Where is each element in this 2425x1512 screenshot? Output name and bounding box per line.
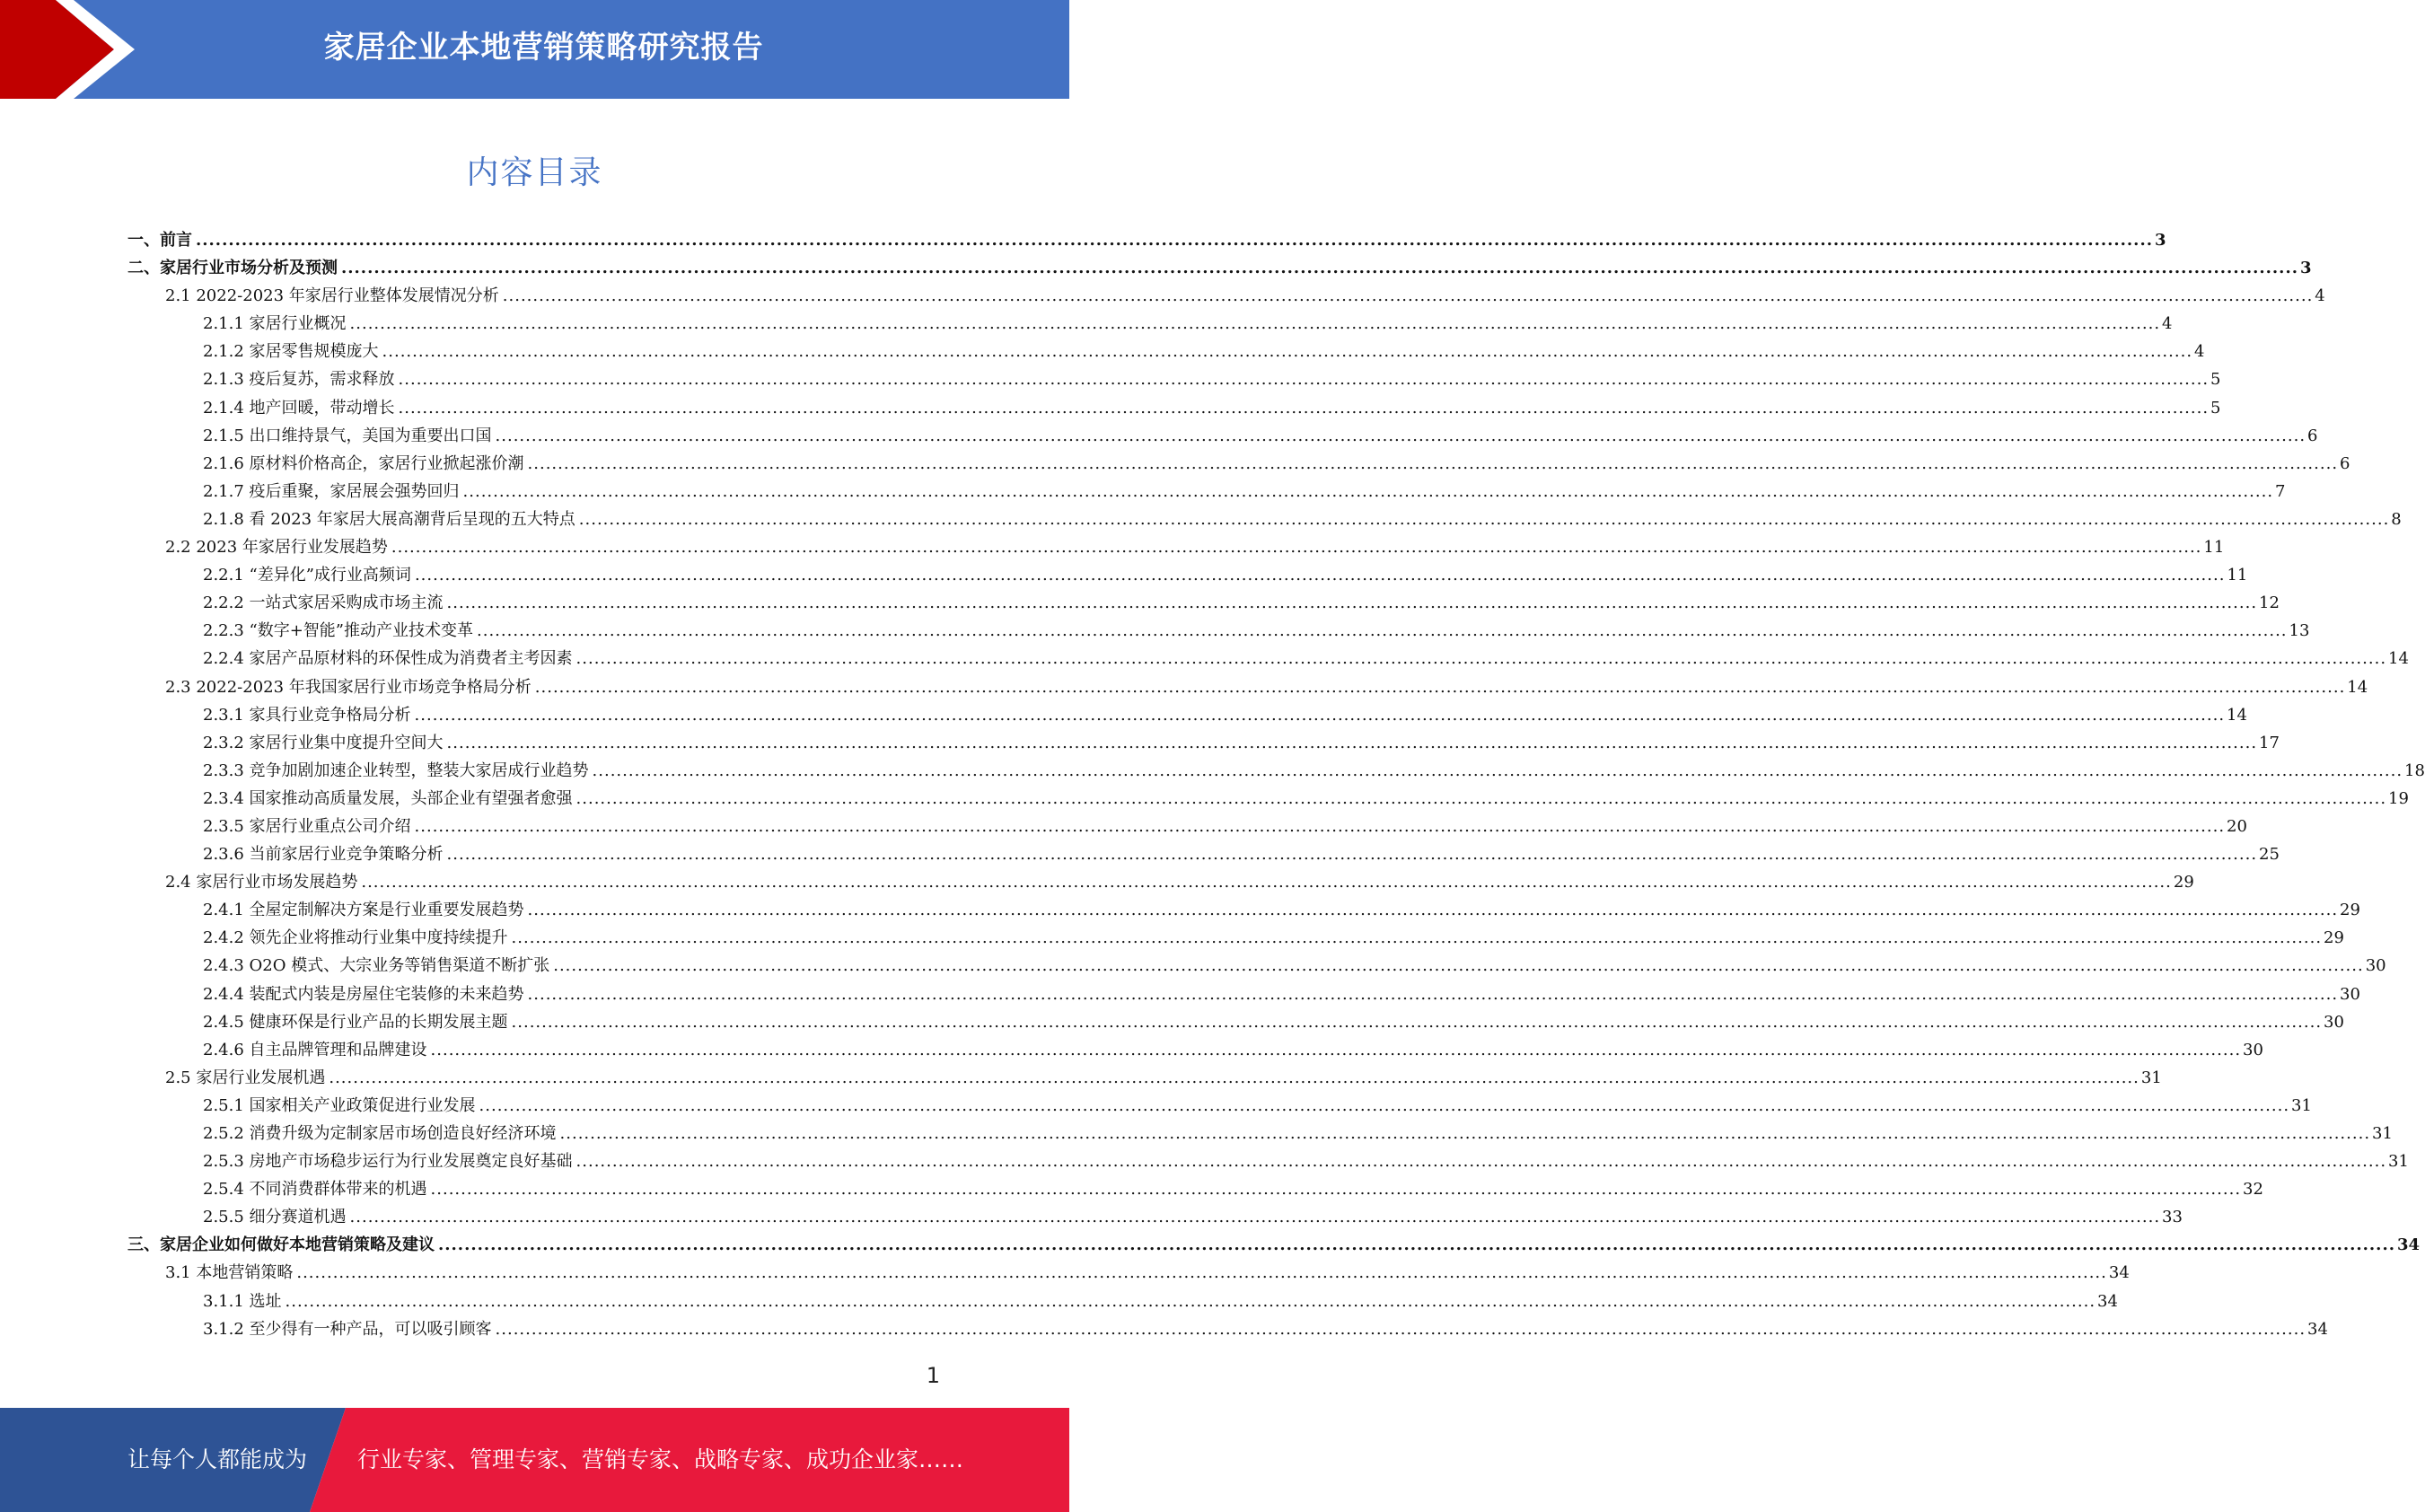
- toc-entry[interactable]: [127, 813, 2247, 841]
- toc-entry[interactable]: [127, 1260, 2130, 1288]
- toc-entry-page: 32: [2243, 1180, 2263, 1200]
- toc-entry[interactable]: [127, 1176, 2263, 1204]
- toc-entry-label: 2.3 2022-2023 年我国家居行业市场竞争格局分析: [165, 677, 532, 697]
- toc-entry-page: 6: [2307, 426, 2318, 445]
- toc-entry-page: 31: [2140, 1068, 2162, 1087]
- toc-entry[interactable]: [127, 562, 2248, 590]
- toc-entry-page: 13: [2289, 621, 2310, 641]
- toc-entry-page: 14: [2347, 677, 2368, 697]
- toc-entry-label: 2.2.4 家居产品原材料的环保性成为消费者主考因素: [203, 649, 573, 669]
- toc-entry[interactable]: [127, 730, 2280, 758]
- toc-dot-leader: ............................................................................................................................................................................................................................................................................................................: [341, 259, 2298, 278]
- toc-dot-leader: ............................................................................................................................................................................................................................................................................................................: [430, 1180, 2242, 1200]
- toc-entry-label: 2.5.2 消费升级为定制家居市场创造良好经济环境: [203, 1124, 557, 1143]
- toc-entry[interactable]: [127, 758, 2425, 786]
- toc-entry-page: 31: [2291, 1095, 2312, 1115]
- toc-entry-page: 30: [2365, 956, 2386, 976]
- toc-entry-label: 2.1.8 看 2023 年家居大展高潮背后呈现的五大特点: [203, 509, 575, 529]
- toc-entry[interactable]: [127, 981, 2360, 1009]
- toc-entry[interactable]: [127, 1288, 2118, 1316]
- toc-entry-page: 14: [2388, 649, 2409, 669]
- toc-entry[interactable]: [127, 590, 2280, 618]
- toc-entry-label: 2.5 家居行业发展机遇: [165, 1068, 326, 1087]
- toc-heading: 内容目录: [466, 154, 603, 191]
- toc-dot-leader: ............................................................................................................................................................................................................................................................................................................: [534, 677, 2346, 697]
- footer-slogan-left: 让每个人都能成为: [127, 1446, 308, 1472]
- toc-entry-label: 2.3.1 家具行业竞争格局分析: [203, 705, 411, 725]
- toc-dot-leader: ............................................................................................................................................................................................................................................................................................................: [296, 1263, 2107, 1283]
- toc-entry-label: 2.2 2023 年家居行业发展趋势: [165, 538, 388, 558]
- toc-entry-label: 2.4.6 自主品牌管理和品牌建设: [203, 1040, 427, 1059]
- toc-entry-page: 11: [2227, 566, 2248, 585]
- toc-entry-label: 2.1.3 疫后复苏，需求释放: [203, 370, 395, 390]
- toc-entry-page: 29: [2340, 901, 2360, 920]
- toc-entry-page: 30: [2324, 1012, 2344, 1032]
- toc-entry[interactable]: [127, 534, 2225, 562]
- toc-dot-leader: ............................................................................................................................................................................................................................................................................................................: [495, 1319, 2306, 1339]
- toc-entry-label: 2.1.6 原材料价格高企，家居行业掀起涨价潮: [203, 453, 524, 473]
- toc-dot-leader: ............................................................................................................................................................................................................................................................................................................: [349, 314, 2161, 334]
- toc-dot-leader: ............................................................................................................................................................................................................................................................................................................: [527, 901, 2339, 920]
- toc-entry-page: 4: [2315, 286, 2325, 306]
- toc-entry[interactable]: [127, 1065, 2162, 1093]
- toc-entry[interactable]: [127, 255, 2312, 283]
- toc-entry-page: 6: [2340, 453, 2350, 473]
- footer-slogan-right: 行业专家、管理专家、营销专家、战略专家、成功企业家……: [357, 1446, 964, 1472]
- toc-dot-leader: ............................................................................................................................................................................................................................................................................................................: [391, 538, 2202, 558]
- toc-dot-leader: ............................................................................................................................................................................................................................................................................................................: [414, 705, 2226, 725]
- toc-entry-label: 2.5.1 国家相关产业政策促进行业发展: [203, 1095, 476, 1115]
- toc-entry[interactable]: [127, 869, 2194, 897]
- toc-dot-leader: ............................................................................................................................................................................................................................................................................................................: [527, 453, 2339, 473]
- toc-entry[interactable]: [127, 1037, 2263, 1065]
- toc-entry[interactable]: [127, 1009, 2344, 1037]
- toc-entry-label: 2.1.2 家居零售规模庞大: [203, 342, 379, 362]
- toc-entry-page: 34: [2396, 1235, 2421, 1255]
- toc-dot-leader: ............................................................................................................................................................................................................................................................................................................: [527, 984, 2339, 1004]
- toc-entry-page: 34: [2307, 1319, 2328, 1339]
- toc-dot-leader: ............................................................................................................................................................................................................................................................................................................: [462, 481, 2274, 501]
- toc-dot-leader: ............................................................................................................................................................................................................................................................................................................: [430, 1040, 2242, 1059]
- toc-dot-leader: ............................................................................................................................................................................................................................................................................................................: [398, 398, 2210, 418]
- toc-entry-page: 4: [2162, 314, 2173, 334]
- toc-entry[interactable]: [127, 423, 2318, 451]
- toc-entry-page: 5: [2210, 398, 2221, 418]
- toc-dot-leader: ............................................................................................................................................................................................................................................................................................................: [553, 956, 2364, 976]
- toc-dot-leader: ............................................................................................................................................................................................................................................................................................................: [495, 426, 2306, 445]
- toc-dot-leader: ............................................................................................................................................................................................................................................................................................................: [575, 1152, 2387, 1172]
- toc-dot-leader: ............................................................................................................................................................................................................................................................................................................: [575, 788, 2387, 808]
- toc-entry-page: 14: [2227, 705, 2247, 725]
- toc-entry-page: 3: [2299, 259, 2312, 278]
- toc-entry[interactable]: [127, 1148, 2409, 1176]
- toc-entry[interactable]: [127, 311, 2173, 338]
- toc-dot-leader: ............................................................................................................................................................................................................................................................................................................: [446, 593, 2258, 613]
- toc-entry-label: 2.3.2 家居行业集中度提升空间大: [203, 733, 444, 752]
- toc-dot-leader: ............................................................................................................................................................................................................................................................................................................: [592, 760, 2403, 780]
- toc-entry-page: 30: [2243, 1040, 2263, 1059]
- toc-entry-label: 2.2.2 一站式家居采购成市场主流: [203, 593, 444, 613]
- toc-entry[interactable]: [127, 841, 2280, 869]
- toc-entry[interactable]: [127, 897, 2360, 925]
- toc-entry-page: 31: [2372, 1124, 2393, 1143]
- report-header: [0, 0, 1069, 99]
- toc-entry-page: 29: [2173, 873, 2194, 892]
- toc-entry[interactable]: [127, 702, 2247, 730]
- toc-entry[interactable]: [127, 646, 2409, 673]
- toc-dot-leader: ............................................................................................................................................................................................................................................................................................................: [349, 1208, 2161, 1227]
- toc-entry-label: 2.1.7 疫后重聚，家居展会强势回归: [203, 481, 460, 501]
- toc-entry[interactable]: [127, 283, 2325, 311]
- toc-entry-page: 33: [2162, 1208, 2183, 1227]
- toc-entry-label: 2.2.1 “差异化”成行业高频词: [203, 566, 411, 585]
- toc-entry-label: 2.2.3 “数字+智能”推动产业技术变革: [203, 621, 474, 641]
- toc-entry-label: 2.3.5 家居行业重点公司介绍: [203, 816, 411, 836]
- toc-entry-page: 12: [2259, 593, 2280, 613]
- toc-dot-leader: ............................................................................................................................................................................................................................................................................................................: [575, 649, 2387, 669]
- toc-entry[interactable]: [127, 786, 2409, 813]
- toc-entry[interactable]: [127, 1316, 2328, 1344]
- toc-entry[interactable]: [127, 227, 2166, 255]
- toc-entry-label: 2.4 家居行业市场发展趋势: [165, 873, 358, 892]
- toc-entry[interactable]: [127, 925, 2344, 953]
- toc-entry[interactable]: [127, 1204, 2183, 1232]
- toc-entry-label: 2.1.4 地产回暖，带动增长: [203, 398, 395, 418]
- toc-dot-leader: ............................................................................................................................................................................................................................................................................................................: [559, 1124, 2371, 1143]
- toc-entry-label: 3.1.1 选址: [203, 1291, 282, 1311]
- toc-entry[interactable]: [127, 1093, 2312, 1121]
- toc-entry-page: 3: [2154, 231, 2166, 250]
- toc-entry-label: 3.1.2 至少得有一种产品，可以吸引顾客: [203, 1319, 492, 1339]
- toc-entry-label: 2.5.5 细分赛道机遇: [203, 1208, 347, 1227]
- toc-entry[interactable]: [127, 618, 2310, 646]
- toc-entry-label: 2.4.4 装配式内装是房屋住宅装修的未来趋势: [203, 984, 524, 1004]
- toc-entry-page: 19: [2388, 788, 2409, 808]
- report-title: 家居企业本地营销策略研究报告: [323, 30, 764, 66]
- toc-entry-label: 一、前言: [127, 231, 192, 250]
- toc-entry-page: 31: [2388, 1152, 2409, 1172]
- toc-dot-leader: ............................................................................................................................................................................................................................................................................................................: [414, 566, 2226, 585]
- report-footer: [0, 1408, 1069, 1512]
- toc-dot-leader: ............................................................................................................................................................................................................................................................................................................: [414, 816, 2226, 836]
- toc-entry-page: 18: [2404, 760, 2425, 780]
- toc-entry-label: 2.4.5 健康环保是行业产品的长期发展主题: [203, 1012, 508, 1032]
- toc-entry-page: 8: [2391, 509, 2402, 529]
- toc-entry-label: 三、家居企业如何做好本地营销策略及建议: [127, 1235, 435, 1255]
- toc-dot-leader: ............................................................................................................................................................................................................................................................................................................: [446, 733, 2258, 752]
- toc-entry-page: 30: [2340, 984, 2360, 1004]
- toc-dot-leader: ............................................................................................................................................................................................................................................................................................................: [285, 1291, 2096, 1311]
- toc-entry-label: 3.1 本地营销策略: [165, 1263, 294, 1283]
- toc-entry-label: 2.1.5 出口维持景气，美国为重要出口国: [203, 426, 492, 445]
- toc-dot-leader: ............................................................................................................................................................................................................................................................................................................: [446, 845, 2258, 865]
- toc-dot-leader: ............................................................................................................................................................................................................................................................................................................: [502, 286, 2314, 306]
- toc-dot-leader: ............................................................................................................................................................................................................................................................................................................: [511, 1012, 2323, 1032]
- toc-entry-page: 17: [2259, 733, 2280, 752]
- toc-dot-leader: ............................................................................................................................................................................................................................................................................................................: [438, 1235, 2395, 1255]
- toc-entry-label: 2.5.3 房地产市场稳步运行为行业发展奠定良好基础: [203, 1152, 573, 1172]
- toc-dot-leader: ............................................................................................................................................................................................................................................................................................................: [578, 509, 2390, 529]
- toc-dot-leader: ............................................................................................................................................................................................................................................................................................................: [479, 1095, 2290, 1115]
- toc-entry-page: 4: [2194, 342, 2205, 362]
- toc-entry[interactable]: [127, 451, 2350, 479]
- toc-dot-leader: ............................................................................................................................................................................................................................................................................................................: [477, 621, 2288, 641]
- table-of-contents: [127, 227, 2425, 1344]
- toc-dot-leader: ............................................................................................................................................................................................................................................................................................................: [382, 342, 2193, 362]
- toc-entry[interactable]: [127, 395, 2221, 423]
- page-number: 1: [926, 1363, 940, 1388]
- toc-entry[interactable]: [127, 479, 2286, 506]
- toc-entry-label: 2.4.2 领先企业将推动行业集中度持续提升: [203, 928, 508, 948]
- toc-entry-label: 2.4.1 全屋定制解决方案是行业重要发展趋势: [203, 901, 524, 920]
- toc-dot-leader: ............................................................................................................................................................................................................................................................................................................: [329, 1068, 2139, 1087]
- toc-entry[interactable]: [127, 506, 2402, 534]
- toc-dot-leader: ............................................................................................................................................................................................................................................................................................................: [196, 231, 2153, 250]
- toc-entry-label: 2.4.3 O2O 模式、大宗业务等销售渠道不断扩张: [203, 956, 550, 976]
- toc-entry[interactable]: [127, 1121, 2393, 1148]
- toc-entry-page: 11: [2203, 538, 2225, 558]
- toc-entry[interactable]: [127, 674, 2368, 702]
- toc-entry-page: 29: [2324, 928, 2344, 948]
- toc-dot-leader: ............................................................................................................................................................................................................................................................................................................: [361, 873, 2172, 892]
- toc-entry-page: 20: [2227, 816, 2247, 836]
- toc-dot-leader: ............................................................................................................................................................................................................................................................................................................: [511, 928, 2323, 948]
- toc-entry-label: 二、家居行业市场分析及预测: [127, 259, 338, 278]
- toc-entry-label: 2.1.1 家居行业概况: [203, 314, 347, 334]
- toc-entry-label: 2.3.4 国家推动高质量发展，头部企业有望强者愈强: [203, 788, 573, 808]
- toc-entry-page: 34: [2097, 1291, 2118, 1311]
- toc-dot-leader: ............................................................................................................................................................................................................................................................................................................: [398, 370, 2210, 390]
- toc-entry[interactable]: [127, 953, 2386, 980]
- toc-entry-label: 2.3.3 竞争加剧加速企业转型，整装大家居成行业趋势: [203, 760, 589, 780]
- toc-entry-page: 34: [2108, 1263, 2130, 1283]
- toc-entry-page: 5: [2210, 370, 2221, 390]
- toc-entry-label: 2.5.4 不同消费群体带来的机遇: [203, 1180, 427, 1200]
- toc-entry-page: 7: [2275, 481, 2286, 501]
- toc-entry[interactable]: [127, 1232, 2421, 1260]
- toc-entry-page: 25: [2259, 845, 2280, 865]
- toc-entry-label: 2.1 2022-2023 年家居行业整体发展情况分析: [165, 286, 499, 306]
- toc-entry[interactable]: [127, 366, 2221, 394]
- toc-entry-label: 2.3.6 当前家居行业竞争策略分析: [203, 845, 444, 865]
- toc-entry[interactable]: [127, 338, 2205, 366]
